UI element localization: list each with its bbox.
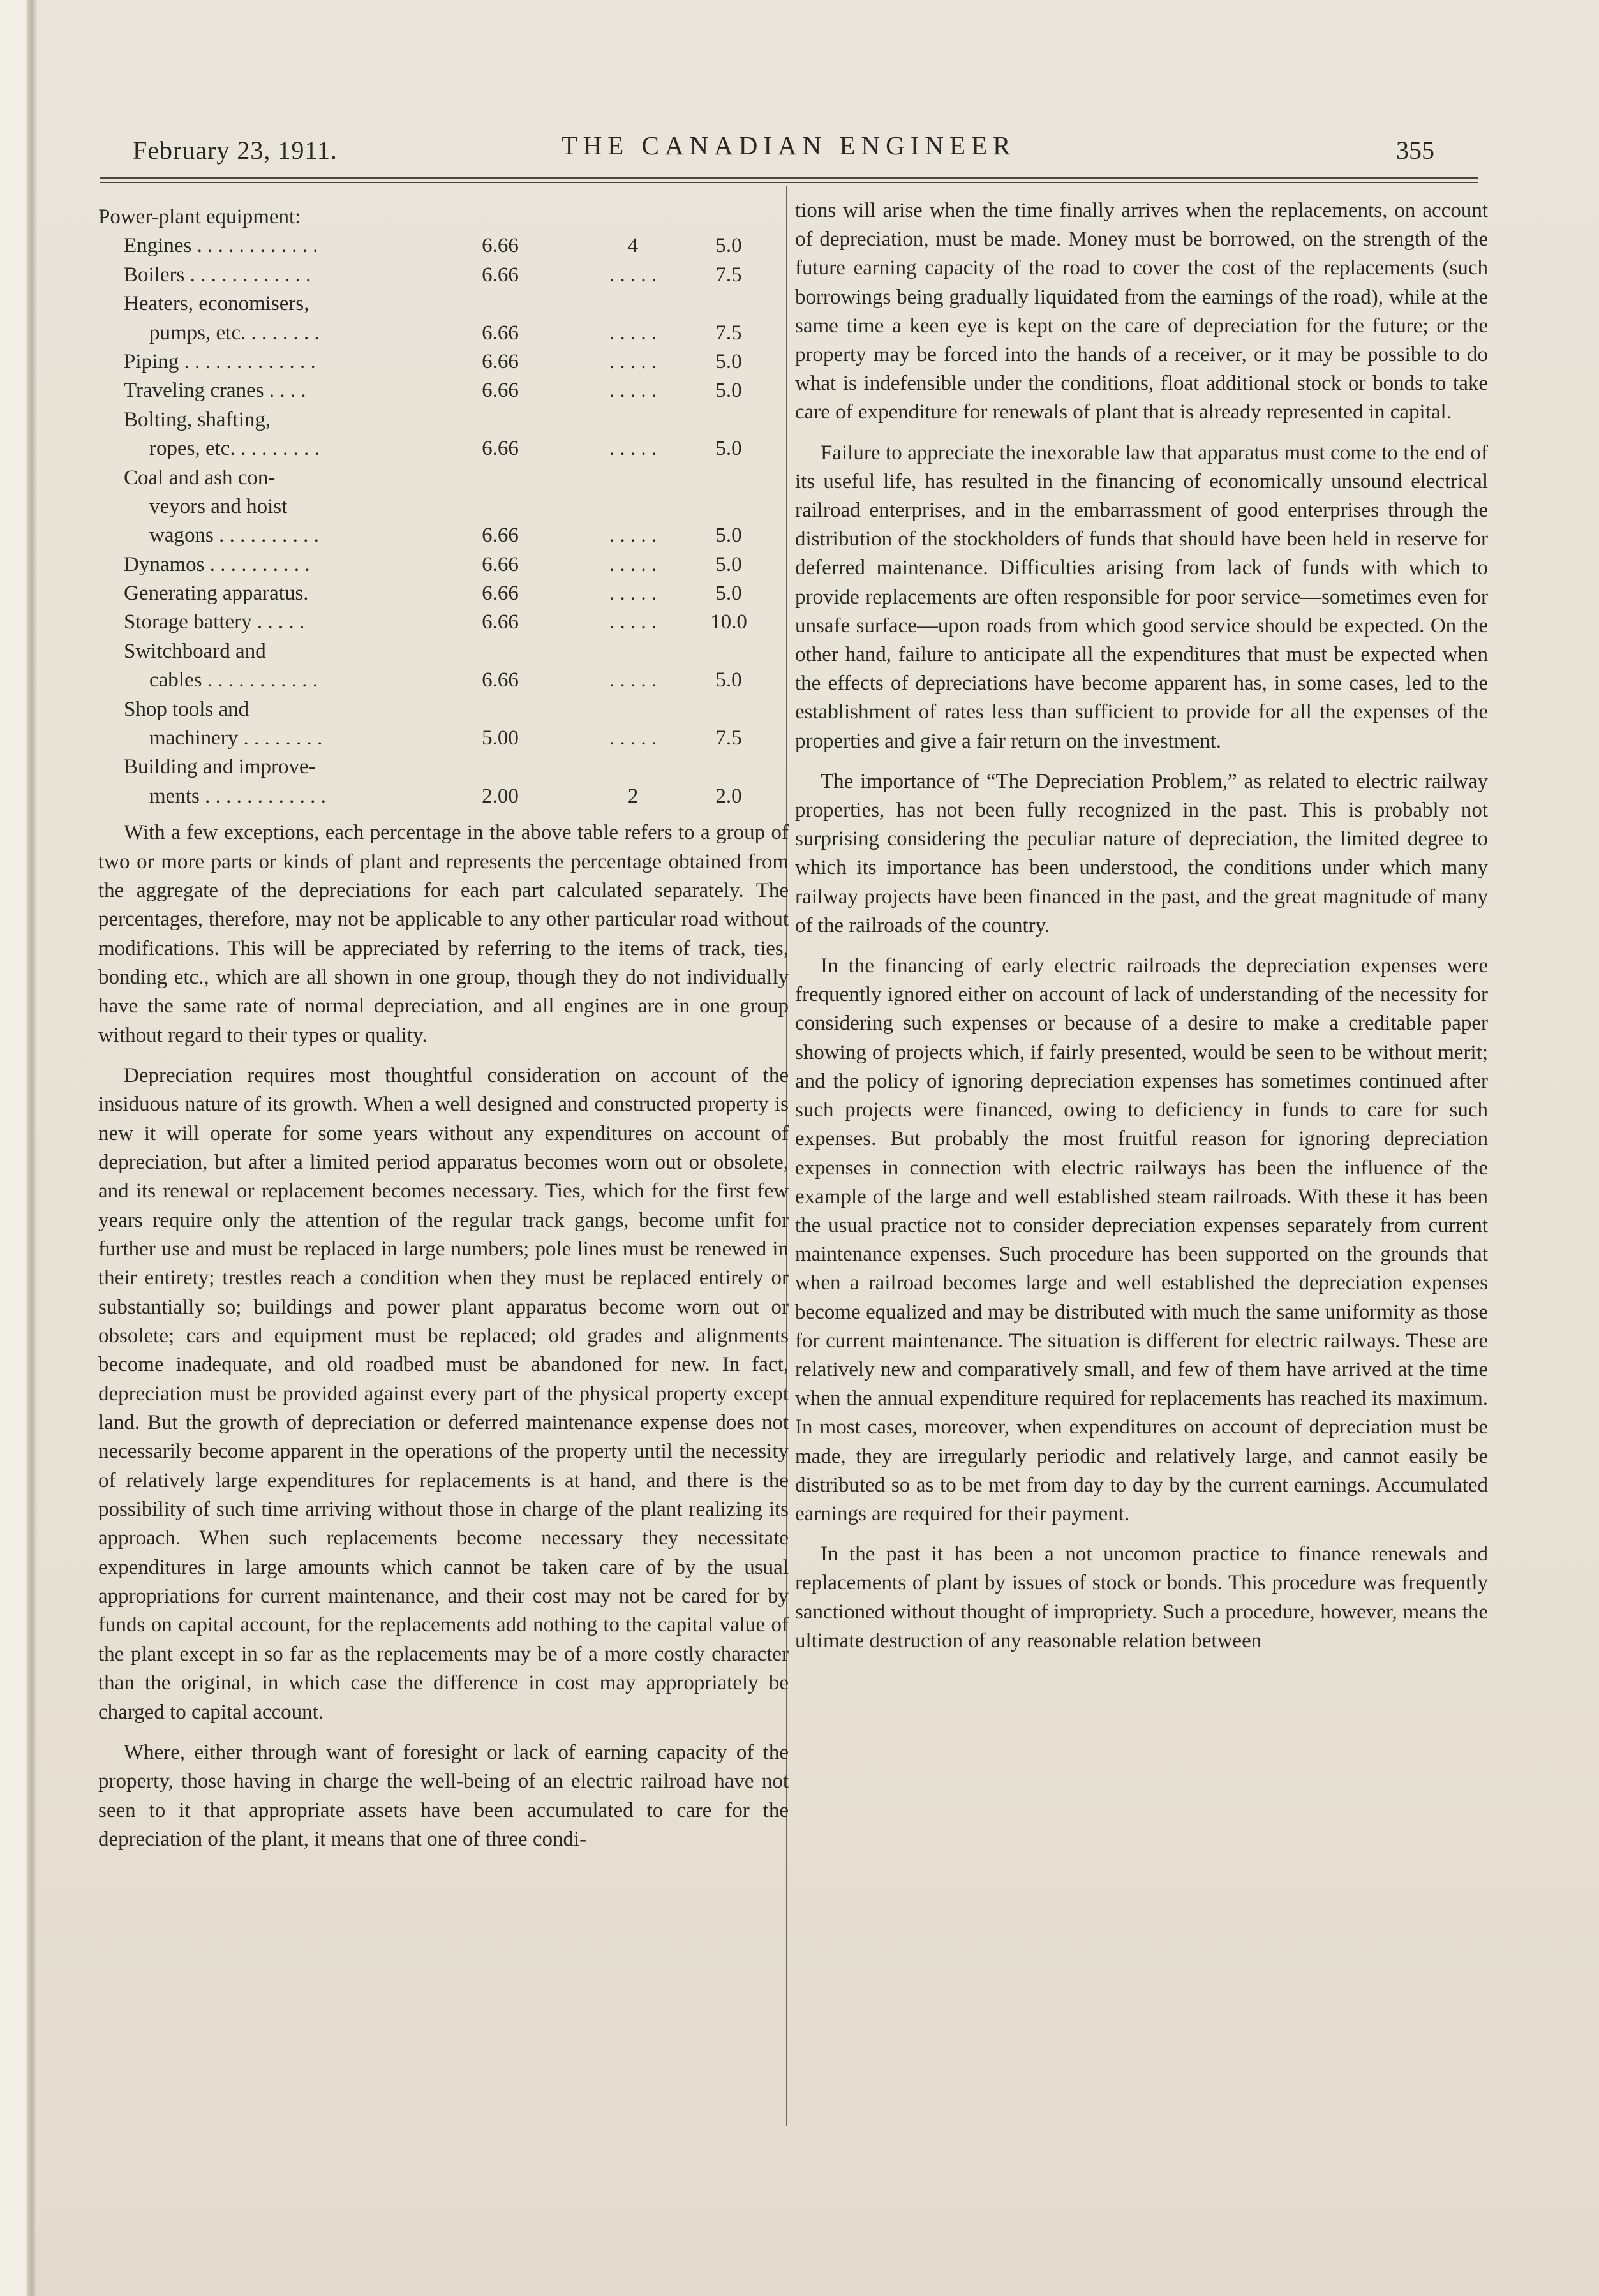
row-label: Traveling cranes . . . . — [124, 379, 306, 403]
cell-value: 5.0 — [715, 524, 742, 547]
row-label: ropes, etc. . . . . . . . . — [149, 437, 320, 461]
cell-value: 6.66 — [482, 234, 519, 258]
body-paragraph: In the past it has been a not uncomon practice to finance renewals and replacements of plant by issues of stock or bonds. This procedure was frequently sanctioned without thought of impropriety. Such a procedure, however, means the ultimate destruction of any reasonable relation between — [795, 1543, 1488, 1652]
row-label: wagons . . . . . . . . . . — [149, 524, 319, 547]
table-row — [98, 608, 789, 637]
table-row — [98, 782, 789, 811]
cell-value: . . . . . — [609, 582, 657, 605]
cell-value: . . . . . — [609, 669, 657, 692]
table-row — [98, 521, 789, 550]
cell-value: 6.66 — [482, 582, 519, 605]
table-row — [98, 376, 789, 405]
body-paragraph: Where, either through want of foresight or lack of earning capacity of the property, those having in charge the well-being of an electric railroad have not seen to it that appropriate assets have been accumulated to care for the depreciation of the plant, it means that one of three condi- — [98, 1740, 789, 1851]
cell-value: 5.00 — [482, 727, 519, 750]
body-paragraph: The importance of “The Depreciation Problem,” as related to electric railway properties, has not been fully recognized in the past. This is probably not surprising considering the peculiar nature of depreciation, the limited degree to which its importance has been understood, the conditions under which many railway projects have been financed in the past, and the great magnitude of many of the railroads of the country. — [795, 769, 1488, 937]
cell-value: 4 — [627, 234, 639, 258]
cell-value: . . . . . — [609, 524, 657, 547]
cell-value: 6.66 — [482, 611, 519, 634]
cell-value: . . . . . — [609, 727, 657, 750]
table-row — [98, 724, 789, 753]
cell-value: 5.0 — [715, 552, 742, 576]
table-row-continued — [98, 637, 789, 666]
row-label: Piping . . . . . . . . . . . . . — [124, 350, 316, 373]
body-paragraph: Depreciation requires most thoughtful consideration on account of the insiduous nature of its growth. When a well designed and constructed property is new it will operate for some years without any expenditures on account of depreciation, but after a limited period apparatus becomes worn out or obsolete, and its renewal or replacement becomes necessary. Ties, which for the first few years require only the attention of the regular track gangs, become unfit for further use and must be replaced in large numbers; pole lines must be renewed in their entirety; trestles reach a condition when they must be replaced entirely or substantially so; buildings and power plant apparatus become worn out or obsolete; cars and equipment must be replaced; old grades and alignments become inadequate, and old roadbed must be abandoned for new. In fact, depreciation must be provided against every part of the physical property except land. But the growth of depreciation or deferred maintenance expense does not necessarily become apparent in the operations of the property until the necessity of relatively large expenditures for replacements is at hand, and there is the possibility of such time arriving without those in charge of the plant realizing its approach. When such replacements become necessary they necessitate expenditures in large amounts which cannot be taken care of by the usual appropriations for current maintenance, and their cost may not be cared for by funds on capital account, for the replacements add nothing to the capital value of the plant except in so far as the replacements may be of a more costly character than the original, in which case the difference in cost may appropriately be charged to capital account. — [98, 1063, 789, 1724]
cell-value: 6.66 — [482, 321, 519, 344]
cell-value: 7.5 — [715, 263, 742, 286]
body-paragraph: With a few exceptions, each percentage in the above table refers to a group of two or more parts or kinds of plant and represents the percentage obtained from the aggregate of the depreciations for each part calculated separately. The percentages, therefore, may not be applicable to any other particular road without modifications. This will be appreciated by referring to the items of track, ties, bonding etc., which are all shown in one group, though they do not individually have the same rate of normal depreciation, and all engines are in one group without regard to their types or quality. — [98, 821, 789, 1047]
row-label: Generating apparatus. — [124, 582, 309, 605]
table-row — [98, 579, 789, 608]
row-label: cables . . . . . . . . . . . — [149, 669, 318, 692]
table-row — [98, 434, 789, 463]
row-label: Shop tools and — [124, 697, 249, 721]
table-row — [98, 232, 789, 260]
cell-value: 2.00 — [482, 784, 519, 808]
cell-value: . . . . . — [609, 263, 657, 286]
table-row-continued — [98, 290, 789, 318]
header-rule — [100, 177, 1478, 179]
table-row — [98, 551, 789, 579]
cell-value: . . . . . — [609, 350, 657, 373]
table-row — [98, 261, 789, 290]
table-row-continued — [98, 464, 789, 493]
depreciation-table — [98, 203, 789, 811]
cell-value: 6.66 — [482, 379, 519, 403]
issue-date: February 23, 1911. — [133, 136, 338, 165]
table-row-continued — [98, 406, 789, 434]
page-number: 355 — [1396, 136, 1434, 165]
cell-value: . . . . . — [609, 552, 657, 576]
page-gutter — [0, 0, 37, 2296]
row-label: Coal and ash con- — [124, 466, 276, 489]
row-label: ments . . . . . . . . . . . . — [149, 784, 326, 808]
row-label: pumps, etc. . . . . . . . — [149, 321, 320, 344]
table-row-continued — [98, 753, 789, 781]
row-label: veyors and hoist — [149, 494, 288, 518]
cell-value: 6.66 — [482, 524, 519, 547]
cell-value: 2 — [627, 784, 639, 808]
row-label: Dynamos . . . . . . . . . . — [124, 552, 310, 576]
table-title-row — [98, 203, 789, 232]
journal-title: THE CANADIAN ENGINEER — [561, 131, 1016, 160]
row-label: Switchboard and — [124, 639, 266, 663]
header-rule-secondary — [100, 182, 1478, 183]
row-label: Storage battery . . . . . — [124, 611, 305, 634]
cell-value: . . . . . — [609, 437, 657, 461]
row-label: Engines . . . . . . . . . . . . — [124, 234, 318, 258]
journal-page — [37, 0, 1599, 2296]
table-row-continued — [98, 493, 789, 521]
left-column — [98, 203, 789, 1854]
table-row-continued — [98, 695, 789, 724]
cell-value: . . . . . — [609, 379, 657, 403]
cell-value: 6.66 — [482, 263, 519, 286]
cell-value: 7.5 — [715, 321, 742, 344]
cell-value: 6.66 — [482, 669, 519, 692]
row-label: Boilers . . . . . . . . . . . . — [124, 263, 311, 286]
row-label: machinery . . . . . . . . — [149, 727, 323, 750]
cell-value: 6.66 — [482, 552, 519, 576]
cell-value: 5.0 — [715, 437, 742, 461]
right-column — [795, 196, 1488, 1655]
row-label: Bolting, shafting, — [124, 408, 271, 431]
table-row — [98, 666, 789, 695]
row-label: Building and improve- — [124, 755, 316, 779]
table-row — [98, 319, 789, 348]
cell-value: . . . . . — [609, 321, 657, 344]
body-paragraph: Failure to appreciate the inexorable law that apparatus must come to the end of its useful life, has resulted in the financing of economically unsound electrical railroad enterprises, and in the embarrassment of good enterprises through the distribution of the stockholders of funds that should have been held in reserve for deferred maintenance. Difficulties arising from lack of funds with which to provide replacements are often responsible for poor service—sometimes even for unsafe surface—upon roads from which good service should be expected. On the other hand, failure to anticipate all the expenditures that must be expected when the effects of depreciations have become apparent has, in some cases, led to the establishment of rates less than sufficient to provide for all the expenses of the properties and give a fair return on the investment. — [795, 441, 1488, 753]
cell-value: 5.0 — [715, 350, 742, 373]
cell-value: 6.66 — [482, 437, 519, 461]
cell-value: 5.0 — [715, 582, 742, 605]
body-paragraph: In the financing of early electric railroads the depreciation expenses were frequently ignored either on account of lack of understanding of the necessity for considering such expenses or because of a desire to make a creditable paper showing of projects which, if fairly presented, would be seen to be without merit; and the policy of ignoring depreciation expenses has sometimes continued after such projects were financed, owing to deficiency in funds to care for such expenses. But probably the most fruitful reason for ignoring depreciation expenses in connection with electric railways has been the influence of the example of the large and well established steam railroads. With these it has been the usual practice not to consider depreciation expenses separately from current maintenance expenses. Such procedure has been supported on the grounds that when a railroad becomes large and well established the depreciation expenses become equalized and may be distributed with much the same uniformity as those for current maintenance. The situation is different for electric railways. These are relatively new and comparatively small, and few of them have arrived at the time when the annual expenditure required for replacements has reached its maximum. In most cases, moreover, when expenditures on account of depreciation must be made, they are irregularly periodic and relatively large, and cannot easily be distributed so as to be met from day to day by the current earnings. Accumulated earnings are required for their payment. — [795, 954, 1488, 1525]
table-row — [98, 348, 789, 376]
running-header — [133, 130, 1445, 168]
row-label: Heaters, economisers, — [124, 292, 309, 316]
cell-value: 5.0 — [715, 234, 742, 258]
cell-value: 10.0 — [710, 611, 747, 634]
cell-value: . . . . . — [609, 611, 657, 634]
cell-value: 7.5 — [715, 727, 742, 750]
body-paragraph: tions will arise when the time finally arrives when the replacements, on account of depreciation, must be made. Money must be borrowed, on the strength of the future earning capacity of the road to cover the cost of the replacements (such borrowings being gradually liquidated from the earnings of the road), while at the same time a keen eye is kept on the care of depreciation for the future; or the property may be forced into the hands of a receiver, or it may be possible to do what is indefensible under the conditions, float additional stock or bonds to take care of expenditure for renewals of plant that is already represented in capital. — [795, 199, 1488, 424]
cell-value: 6.66 — [482, 350, 519, 373]
cell-value: 2.0 — [715, 784, 742, 808]
cell-value: 5.0 — [715, 669, 742, 692]
table-title: Power-plant equipment: — [98, 205, 301, 228]
cell-value: 5.0 — [715, 379, 742, 403]
